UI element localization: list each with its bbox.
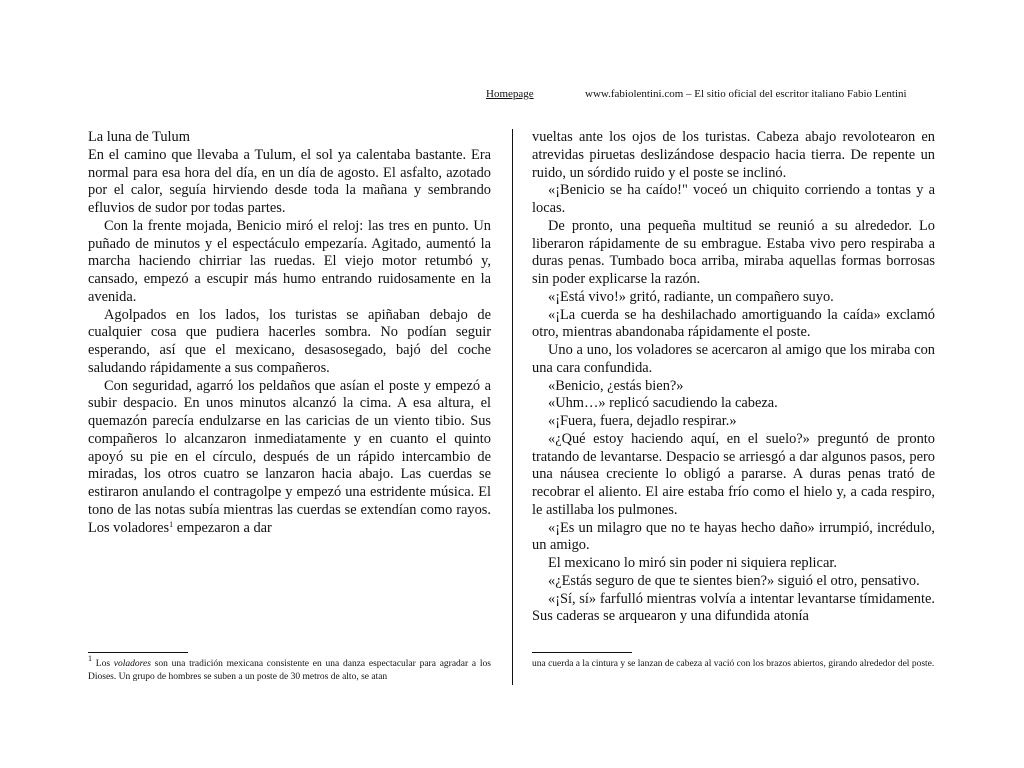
footnote-reference: 1 bbox=[169, 519, 174, 529]
column-divider bbox=[512, 129, 513, 685]
paragraph: «¡La cuerda se ha deshilachado amortiguando la caída» exclamó otro, mientras abandonaba rápidamente el poste. bbox=[532, 306, 935, 341]
paragraph: vueltas ante los ojos de los turistas. Cabeza abajo revolotearon en atrevidas piruetas deslizándose despacio hacia tierra. De repente un ruido, un sórdido ruido y el poste se inclinó. bbox=[532, 129, 935, 181]
right-column bbox=[532, 129, 935, 644]
site-description: www.fabiolentini.com – El sitio oficial del escritor italiano Fabio Lentini bbox=[585, 88, 907, 100]
paragraph: «¡Benicio se ha caído!" voceó un chiquito corriendo a tontas y a locas. bbox=[532, 182, 935, 216]
story-title: La luna de Tulum bbox=[88, 129, 190, 145]
paragraph: Agolpados en los lados, los turistas se apiñaban debajo de cualquier cosa que pudiera hacerles sombra. No podían seguir esperando, así que el mexicano, desasosegado, bajó del coche saludando rápidamente a sus compañeros. bbox=[88, 306, 491, 376]
paragraph: «Uhm…» replicó sacudiendo la cabeza. bbox=[548, 395, 778, 412]
footnote-right bbox=[532, 658, 935, 671]
paragraph: «¿Qué estoy haciendo aquí, en el suelo?» preguntó de pronto tratando de levantarse. Despacio se arriesgó a dar algunos pasos, pero una náusea creciente lo obligó a pararse. A duras penas trató de recobrar el aliento. El aire estaba frío como el hielo y, a cada respiro, le astillaba los pulmones. bbox=[532, 430, 935, 518]
footnote-rule bbox=[88, 652, 188, 653]
paragraph: «¡Fuera, fuera, dejadlo respirar.» bbox=[548, 413, 737, 429]
footnote-term: voladores bbox=[113, 659, 151, 669]
paragraph: Uno a uno, los voladores se acercaron al amigo que los miraba con una cara confundida. bbox=[532, 342, 935, 376]
footnote-rule bbox=[532, 652, 632, 653]
left-column bbox=[88, 129, 491, 644]
paragraph: «¿Estás seguro de que te sientes bien?» siguió el otro, pensativo. bbox=[548, 572, 920, 589]
page-header bbox=[486, 87, 907, 101]
paragraph-tail: empezaron a dar bbox=[173, 519, 272, 536]
paragraph-text: Con seguridad, agarró los peldaños que asían el poste y empezó a subir despacio. En unos minutos alcanzó la cima. A esa altura, el quemazón parecía endulzarse en las caricias de un viento tibio. Sus compañeros lo alcanzaron inmediatamente y en cuanto el quinto apoyó su pie en el círculo, después de un rápido intercambio de miradas, los otros cuatro se lanzaron hacia abajo. Las cuerdas se estiraron anulando el contragolpe y empezó una estridente música. El tono de las notas subía mientras las cuerdas se extendían como rayos. Los voladores bbox=[88, 377, 491, 536]
paragraph: Con la frente mojada, Benicio miró el reloj: las tres en punto. Un puñado de minutos y el espectáculo empezaría. Agitado, aumentó la marcha haciendo chirriar las ruedas. El viejo motor retumbó y, cansado, empezó a escupir más humo entrando ruidosamente en la avenida. bbox=[88, 217, 491, 305]
footnote-left bbox=[88, 654, 492, 683]
footnote-lead: Los bbox=[95, 659, 111, 669]
footnote-marker: 1 bbox=[88, 654, 92, 663]
paragraph: El mexicano lo miró sin poder ni siquiera replicar. bbox=[548, 555, 837, 571]
paragraph bbox=[88, 378, 491, 538]
homepage-link[interactable]: Homepage bbox=[486, 88, 534, 100]
paragraph: En el camino que llevaba a Tulum, el sol ya calentaba bastante. Era normal para esa hora del día, en un día de agosto. El asfalto, azotado por el calor, seguía hirviendo desde toda la mañana y sembrando efluvios de sudor por todas partes. bbox=[88, 146, 491, 216]
paragraph: «Benicio, ¿estás bien?» bbox=[548, 377, 684, 394]
paragraph: «¡Sí, sí» farfulló mientras volvía a intentar levantarse tímidamente. Sus caderas se arquearon y una difundida atonía bbox=[532, 590, 935, 625]
footnote-text: una cuerda a la cintura y se lanzan de cabeza al vació con los brazos abiertos, girando alrededor del poste. bbox=[532, 659, 935, 669]
paragraph: «¡Está vivo!» gritó, radiante, un compañero suyo. bbox=[548, 288, 834, 305]
footnote-text: son una tradición mexicana consistente en una danza espectacular para agradar a los Dioses. Un grupo de hombres se suben a un poste de 30 metros de alto, se atan bbox=[88, 659, 492, 682]
paragraph: «¡Es un milagro que no te hayas hecho daño» irrumpió, incrédulo, un amigo. bbox=[532, 519, 935, 554]
paragraph: De pronto, una pequeña multitud se reunió a su alrededor. Lo liberaron rápidamente de su embrague. Estaba vivo pero respiraba a duras penas. Tumbado boca arriba, miraba aquellas formas borrosas sin poder explicarse la razón. bbox=[532, 217, 935, 287]
